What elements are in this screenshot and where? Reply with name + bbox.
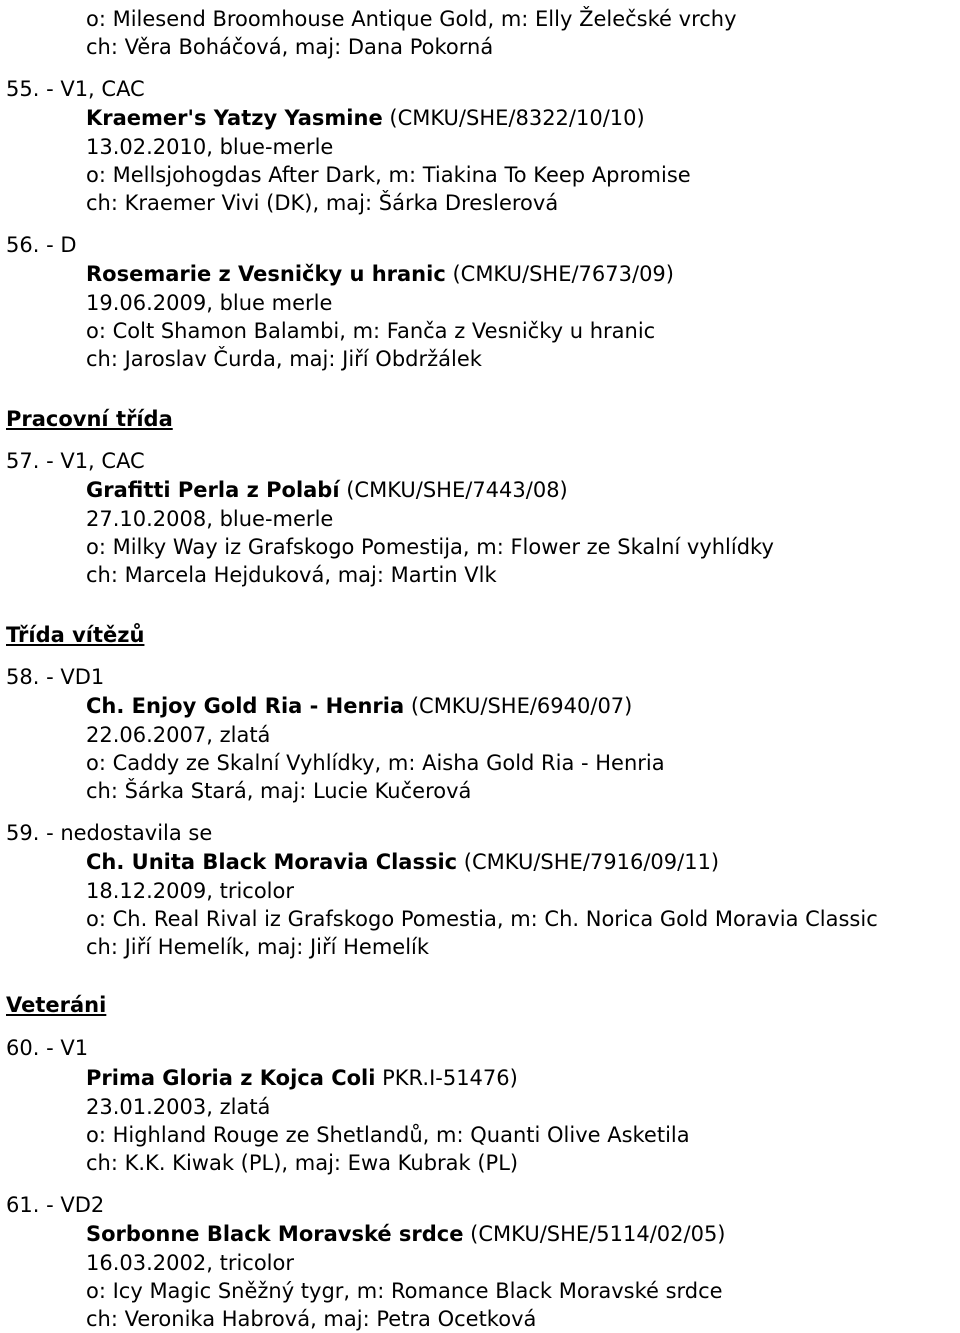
entry-58-title — [86, 692, 632, 720]
intro-owners: ch: Věra Boháčová, maj: Dana Pokorná — [86, 35, 494, 59]
entry-59-birth: 18.12.2009, tricolor — [86, 879, 295, 903]
entry-59-title — [86, 848, 719, 876]
entry-55-owners: ch: Kraemer Vivi (DK), maj: Šárka Dreslerová — [86, 191, 559, 215]
entry-57-parents: o: Milky Way iz Grafskogo Pomestija, m: Flower ze Skalní vyhlídky — [86, 535, 774, 559]
registration: (CMKU/SHE/7443/08) — [339, 478, 568, 502]
entry-61-header: 61. - VD2 — [6, 1193, 105, 1217]
section-heading-veterans: Veteráni — [6, 993, 107, 1017]
registration: (CMKU/SHE/6940/07) — [404, 694, 633, 718]
entry-59-owners: ch: Jiří Hemelík, maj: Jiří Hemelík — [86, 935, 430, 959]
entry-60-title — [86, 1064, 518, 1092]
registration: (CMKU/SHE/5114/02/05) — [463, 1222, 726, 1246]
entry-60-header: 60. - V1 — [6, 1036, 89, 1060]
entry-56-owners: ch: Jaroslav Čurda, maj: Jiří Obdržálek — [86, 347, 482, 371]
entry-58-header: 58. - VD1 — [6, 665, 105, 689]
registration: (CMKU/SHE/7916/09/11) — [457, 850, 720, 874]
entry-61-parents: o: Icy Magic Sněžný tygr, m: Romance Black Moravské srdce — [86, 1279, 723, 1303]
dog-name: Prima Gloria z Kojca Coli — [86, 1066, 376, 1090]
entry-57-header: 57. - V1, CAC — [6, 449, 145, 473]
entry-58-owners: ch: Šárka Stará, maj: Lucie Kučerová — [86, 779, 472, 803]
entry-56-parents: o: Colt Shamon Balambi, m: Fanča z Vesničky u hranic — [86, 319, 656, 343]
entry-58-parents: o: Caddy ze Skalní Vyhlídky, m: Aisha Gold Ria - Henria — [86, 751, 665, 775]
entry-61-title — [86, 1220, 726, 1248]
dog-name: Rosemarie z Vesničky u hranic — [86, 262, 446, 286]
section-heading-working: Pracovní třída — [6, 407, 173, 431]
intro-parents: o: Milesend Broomhouse Antique Gold, m: Elly Želečské vrchy — [86, 7, 737, 31]
registration: PKR.I-51476) — [375, 1066, 518, 1090]
entry-59-header: 59. - nedostavila se — [6, 821, 213, 845]
dog-name: Sorbonne Black Moravské srdce — [86, 1222, 464, 1246]
registration: (CMKU/SHE/7673/09) — [445, 262, 674, 286]
entry-60-birth: 23.01.2003, zlatá — [86, 1095, 271, 1119]
entry-59-parents: o: Ch. Real Rival iz Grafskogo Pomestia, m: Ch. Norica Gold Moravia Classic — [86, 907, 878, 931]
entry-61-owners: ch: Veronika Habrová, maj: Petra Ocetková — [86, 1307, 537, 1331]
entry-57-owners: ch: Marcela Hejduková, maj: Martin Vlk — [86, 563, 497, 587]
entry-57-title — [86, 476, 568, 504]
entry-55-birth: 13.02.2010, blue-merle — [86, 135, 334, 159]
section-heading-winners: Třída vítězů — [6, 623, 145, 647]
dog-name: Kraemer's Yatzy Yasmine — [86, 106, 383, 130]
entry-56-birth: 19.06.2009, blue merle — [86, 291, 333, 315]
entry-57-birth: 27.10.2008, blue-merle — [86, 507, 334, 531]
entry-56-title — [86, 260, 674, 288]
dog-name: Ch. Unita Black Moravia Classic — [86, 850, 458, 874]
entry-55-header: 55. - V1, CAC — [6, 77, 145, 101]
entry-58-birth: 22.06.2007, zlatá — [86, 723, 271, 747]
entry-61-birth: 16.03.2002, tricolor — [86, 1251, 295, 1275]
entry-55-title — [86, 104, 645, 132]
dog-name: Ch. Enjoy Gold Ria - Henria — [86, 694, 405, 718]
entry-56-header: 56. - D — [6, 233, 77, 257]
registration: (CMKU/SHE/8322/10/10) — [382, 106, 645, 130]
entry-60-owners: ch: K.K. Kiwak (PL), maj: Ewa Kubrak (PL) — [86, 1151, 519, 1175]
dog-name: Grafitti Perla z Polabí — [86, 478, 340, 502]
entry-60-parents: o: Highland Rouge ze Shetlandů, m: Quanti Olive Asketila — [86, 1123, 690, 1147]
entry-55-parents: o: Mellsjohogdas After Dark, m: Tiakina To Keep Apromise — [86, 163, 691, 187]
